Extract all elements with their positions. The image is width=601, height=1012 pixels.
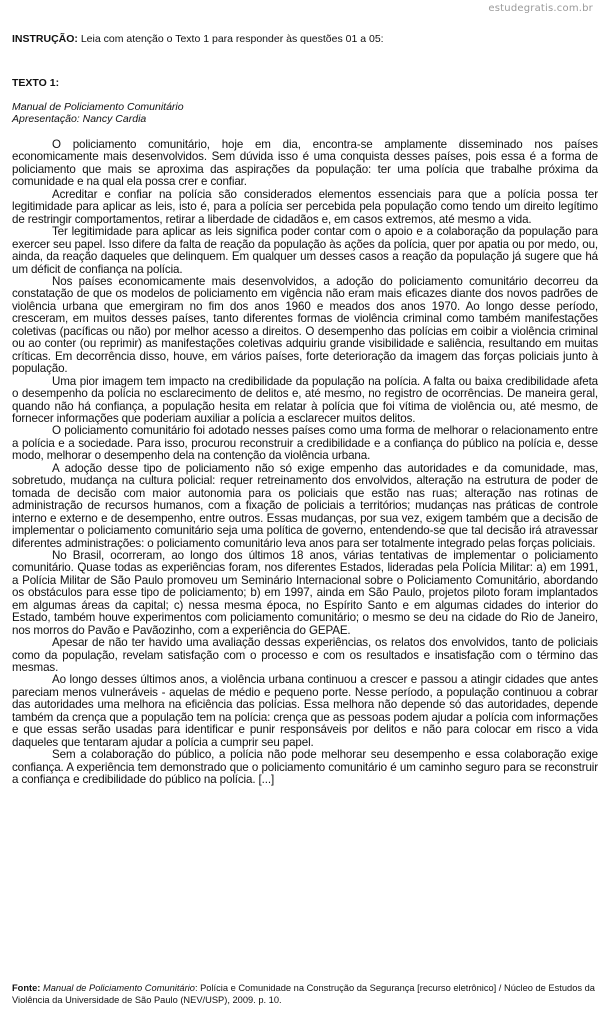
paragraph: Sem a colaboração do público, a polícia não pode melhorar seu desempenho e essa colaboração exige confiança. A experiência tem demonstrado que o policiamento comunitário é um caminho seguro para se reconstruir a confiança e credibilidade do público na polícia. [...] — [12, 748, 598, 787]
text-label: TEXTO 1: — [12, 77, 60, 89]
paragraph: No Brasil, ocorreram, ao longo dos últimos 18 anos, várias tentativas de implementar o policiamento comunitário. Quase todas as experiências foram, nos diferentes Estados, lideradas pela Polícia Militar: a) em 1991, a Polícia Militar de São Paulo promoveu um Seminário Internacional sobre o Policiamento Comunitário, abordando os obstáculos para esse tipo de policiamento; b) em 1997, ainda em São Paulo, projetos piloto foram implantados em algumas áreas da capital; c) nessa mesma época, no Espírito Santo e em algumas cidades do interior do Estado, também houve experimentos com policiamento comunitário; o mesmo se deu na cidade do Rio de Janeiro, nos morros do Pavão e Pavãozinho, com a experiência do GEPAE. — [12, 548, 598, 637]
paragraph: Acreditar e confiar na polícia são considerados elementos essenciais para que a polícia possa ter legitimidade para aplicar as leis, isto é, para a polícia ser percebida pela população como tendo um direito legítimo de restringir comportamentos, retirar a liberdade de cidadãos e, em casos extremos, até mesmo a vida. — [12, 187, 598, 226]
paragraph: Ao longo desses últimos anos, a violência urbana continuou a crescer e passou a atingir cidades que antes pareciam menos vulneráveis - aquelas de médio e pequeno porte. Nesse período, a população continuou a cobrar das autoridades uma melhora na eficiência das polícias. Essa melhora não depende só das autoridades, depende também da crença que a população tem na polícia: crença que as pessoas podem ajudar a polícia com informações e que essas serão usadas para identificar e punir responsáveis por delitos e não para colocar em risco a vida daqueles que tentaram ajudar a polícia a cumprir seu papel. — [12, 673, 598, 749]
book-reference — [12, 101, 184, 125]
site-watermark: estudegratis.com.br — [488, 3, 593, 14]
paragraph: Nos países economicamente mais desenvolvidos, a adoção do policiamento comunitário decorreu da constatação de que os modelos de policiamento em vigência não eram mais eficazes diante dos novos padrões de violência urbana que emergiram no fim dos anos 1960 e meados dos anos 1970. Ao longo desse período, cresceram, em muitos desses países, tanto diferentes formas de violência criminal como também manifestações coletivas (pacíficas ou não) por melhor acesso a direitos. O desempenho das polícias em coibir a violência criminal ou ao conter (ou reprimir) as manifestações coletivas adquiriu grande visibilidade e saliência, resultando em muitas críticas. Em decorrência disso, houve, em vários países, forte deterioração da imagem das forças policiais junto à população. — [12, 274, 598, 376]
source-details: : Polícia e Comunidade na Construção da Segurança [recurso eletrônico] / Núcleo de Estudos da Violência da Universidade de São Paulo (NEV/USP), 2009. p. 10. — [12, 983, 595, 1005]
paragraph: Ter legitimidade para aplicar as leis significa poder contar com o apoio e a colaboração da população para exercer seu papel. Isso difere da falta de reação da população às ações da polícia, quer por apatia ou por medo, ou, ainda, da reação daqueles que delinquem. Em qualquer um desses casos a reação da população já sugere que há um déficit de confiança na polícia. — [12, 225, 598, 276]
source-label: Fonte: — [12, 983, 41, 993]
paragraph: Uma pior imagem tem impacto na credibilidade da população na polícia. A falta ou baixa credibilidade afeta o desempenho da polícia no esclarecimento de delitos e, até mesmo, no registro de ocorrências. De maneira geral, quando não há confiança, a população hesita em relatar à polícia que foi vítima de violência ou, até mesmo, de fornecer informações que poderiam auxiliar a polícia a esclarecer muitos delitos. — [12, 374, 598, 425]
instruction-line — [12, 33, 384, 45]
book-title: Manual de Policiamento Comunitário — [12, 101, 184, 113]
paragraph: O policiamento comunitário, hoje em dia, encontra-se amplamente disseminado nos países economicamente mais desenvolvidos. Sem dúvida isso é uma conquista desses países, pois essa é a forma de policiamento que mais se aproxima das aspirações da população: ter uma polícia que trabalhe próxima da comunidade e na qual ela possa crer e confiar. — [12, 138, 598, 189]
book-presentation: Apresentação: Nancy Cardia — [12, 113, 147, 125]
instruction-text: Leia com atenção o Texto 1 para responder às questões 01 a 05: — [77, 33, 384, 45]
paragraph: A adoção desse tipo de policiamento não só exige empenho das autoridades e da comunidade, mas, sobretudo, mudança na cultura policial: requer retreinamento dos envolvidos, alteração na estrutura de poder de tomada de decisão com maior autonomia para os policiais que estão nas ruas; alteração nas rotinas de administração de recursos humanos, com a fixação de policiais a territórios; mudanças nas práticas de controle interno e externo e de desempenho, entre outros. Essas mudanças, por sua vez, exigem também que a decisão de implementar o policiamento comunitário seja uma política de governo, entendendo-se que tal decisão irá atravessar diferentes administrações: o policiamento comunitário leva anos para ser totalmente integrado pelas forças policiais. — [12, 461, 598, 550]
paragraph: O policiamento comunitário foi adotado nesses países como uma forma de melhorar o relacionamento entre a polícia e a sociedade. Para isso, procurou reconstruir a credibilidade e a confiança do público na polícia e, desse modo, melhorar o desempenho dela na contenção da violência urbana. — [12, 424, 598, 463]
source-citation — [12, 983, 598, 1006]
article-body — [12, 139, 598, 787]
source-title: Manual de Policiamento Comunitário — [43, 983, 195, 993]
instruction-label: INSTRUÇÃO: — [12, 33, 78, 45]
paragraph: Apesar de não ter havido uma avaliação dessas experiências, os relatos dos envolvidos, tanto de policiais como da população, revelam satisfação com o processo e com os resultados e insatisfação com o término das mesmas. — [12, 636, 598, 675]
